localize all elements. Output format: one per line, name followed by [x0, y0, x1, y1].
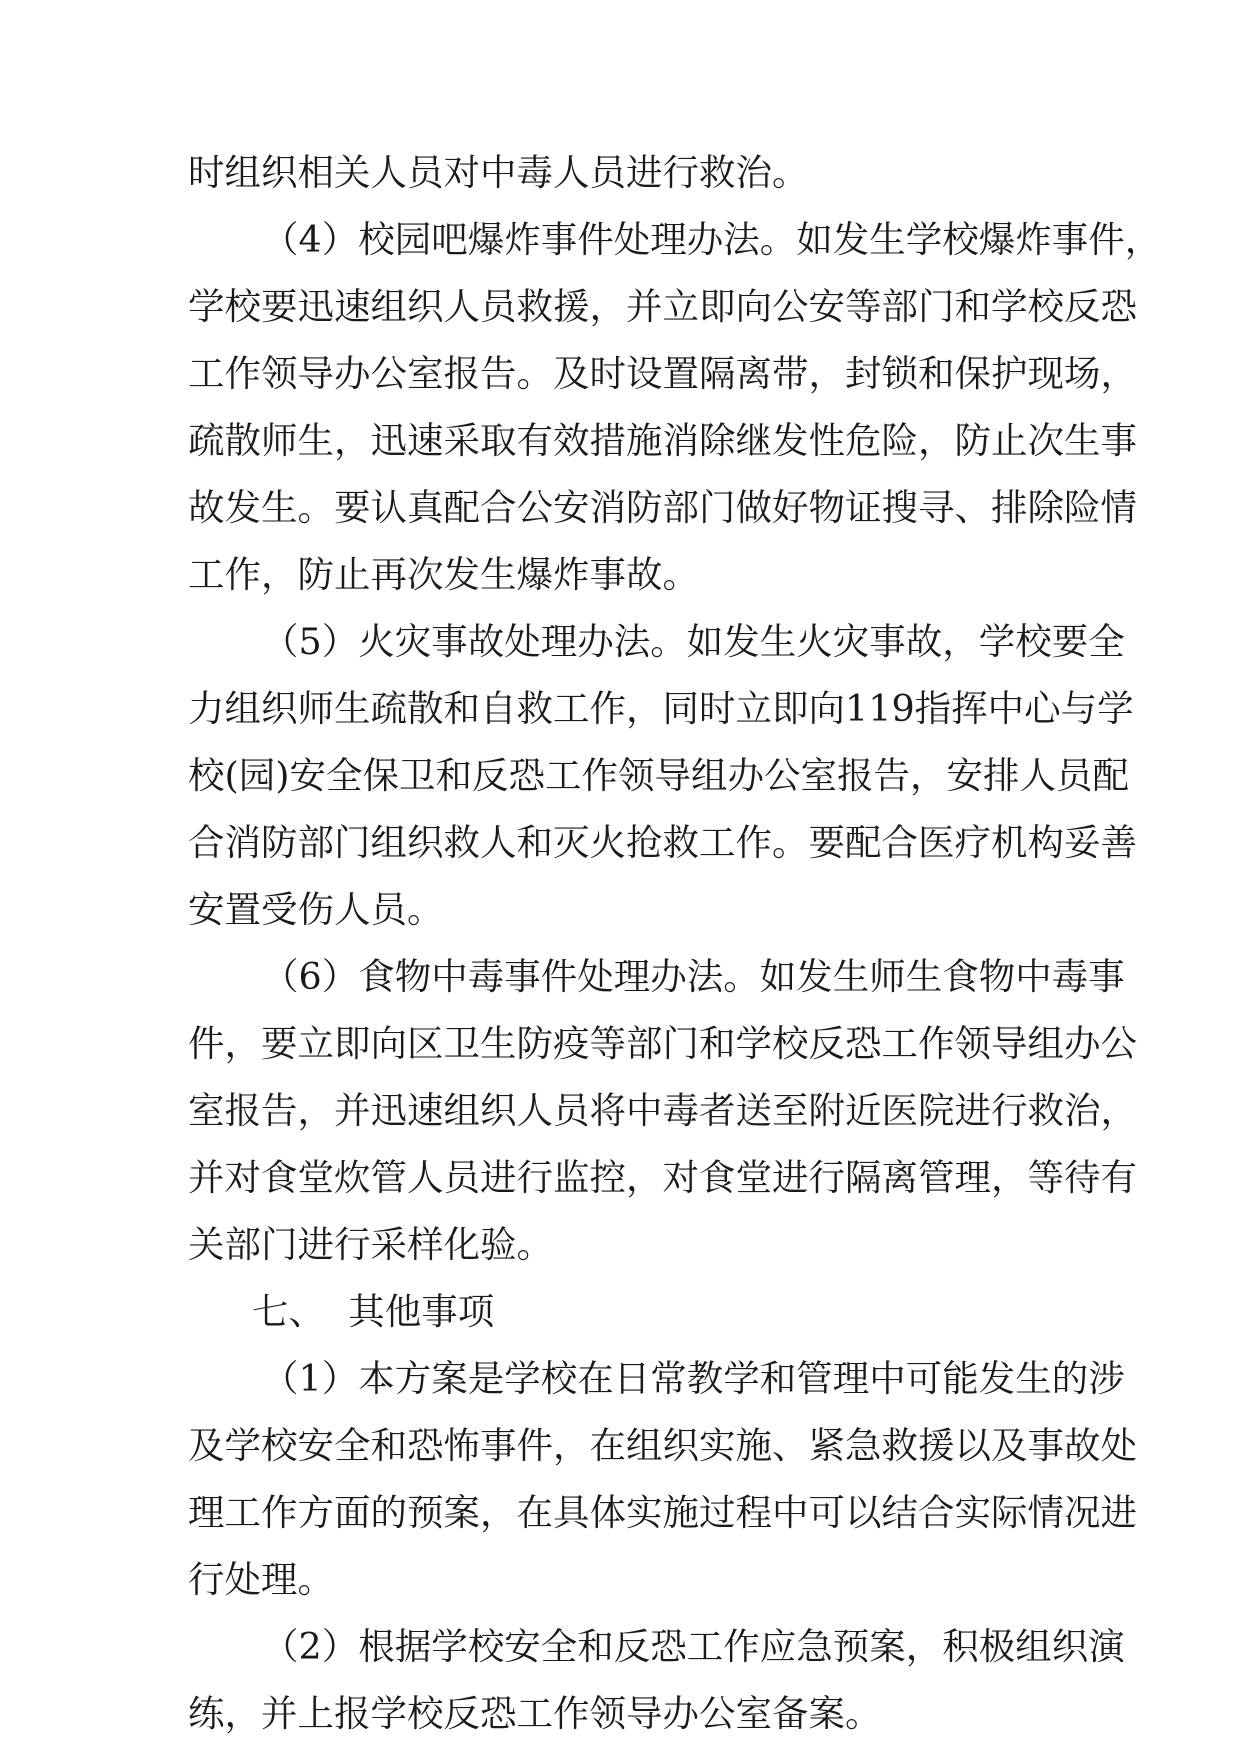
text-line: 合消防部门组织救人和灭火抢救工作。要配合医疗机构妥善 [188, 821, 1137, 864]
text-line: 及学校安全和恐怖事件，在组织实施、紧急救援以及事故处 [188, 1424, 1137, 1467]
text-line: （1）本方案是学校在日常教学和管理中可能发生的涉 [262, 1357, 1125, 1400]
text-line: 学校要迅速组织人员救援，并立即向公安等部门和学校反恐 [188, 285, 1137, 328]
text-line: 室报告，并迅速组织人员将中毒者送至附近医院进行救治， [188, 1089, 1137, 1132]
text-line: （6）食物中毒事件处理办法。如发生师生食物中毒事 [262, 955, 1125, 998]
text-line: 工作，防止再次发生爆炸事故。 [188, 553, 699, 596]
text-line: 件，要立即向区卫生防疫等部门和学校反恐工作领导组办公 [188, 1022, 1137, 1065]
text-line: 校(园)安全保卫和反恐工作领导组办公室报告，安排人员配 [188, 754, 1129, 797]
text-line: （5）火灾事故处理办法。如发生火灾事故，学校要全 [262, 620, 1125, 663]
section-heading: 七、 其他事项 [252, 1290, 495, 1333]
text-line: 练，并上报学校反恐工作领导办公室备案。 [188, 1692, 882, 1735]
text-line: （2）根据学校安全和反恐工作应急预案，积极组织演 [262, 1625, 1125, 1668]
text-line: 工作领导办公室报告。及时设置隔离带，封锁和保护现场， [188, 352, 1137, 395]
text-line: 并对食堂炊管人员进行监控，对食堂进行隔离管理，等待有 [188, 1156, 1137, 1199]
text-line: 关部门进行采样化验。 [188, 1223, 553, 1266]
text-line: 疏散师生，迅速采取有效措施消除继发性危险，防止次生事 [188, 419, 1137, 462]
text-line: 行处理。 [188, 1558, 334, 1601]
text-line: 故发生。要认真配合公安消防部门做好物证搜寻、排除险情 [188, 486, 1137, 529]
text-line: 力组织师生疏散和自救工作，同时立即向119指挥中心与学 [188, 687, 1134, 730]
text-line: 安置受伤人员。 [188, 888, 444, 931]
text-line: 时组织相关人员对中毒人员进行救治。 [188, 151, 809, 194]
text-line: 理工作方面的预案，在具体实施过程中可以结合实际情况进 [188, 1491, 1137, 1534]
text-line: （4）校园吧爆炸事件处理办法。如发生学校爆炸事件， [262, 218, 1162, 261]
